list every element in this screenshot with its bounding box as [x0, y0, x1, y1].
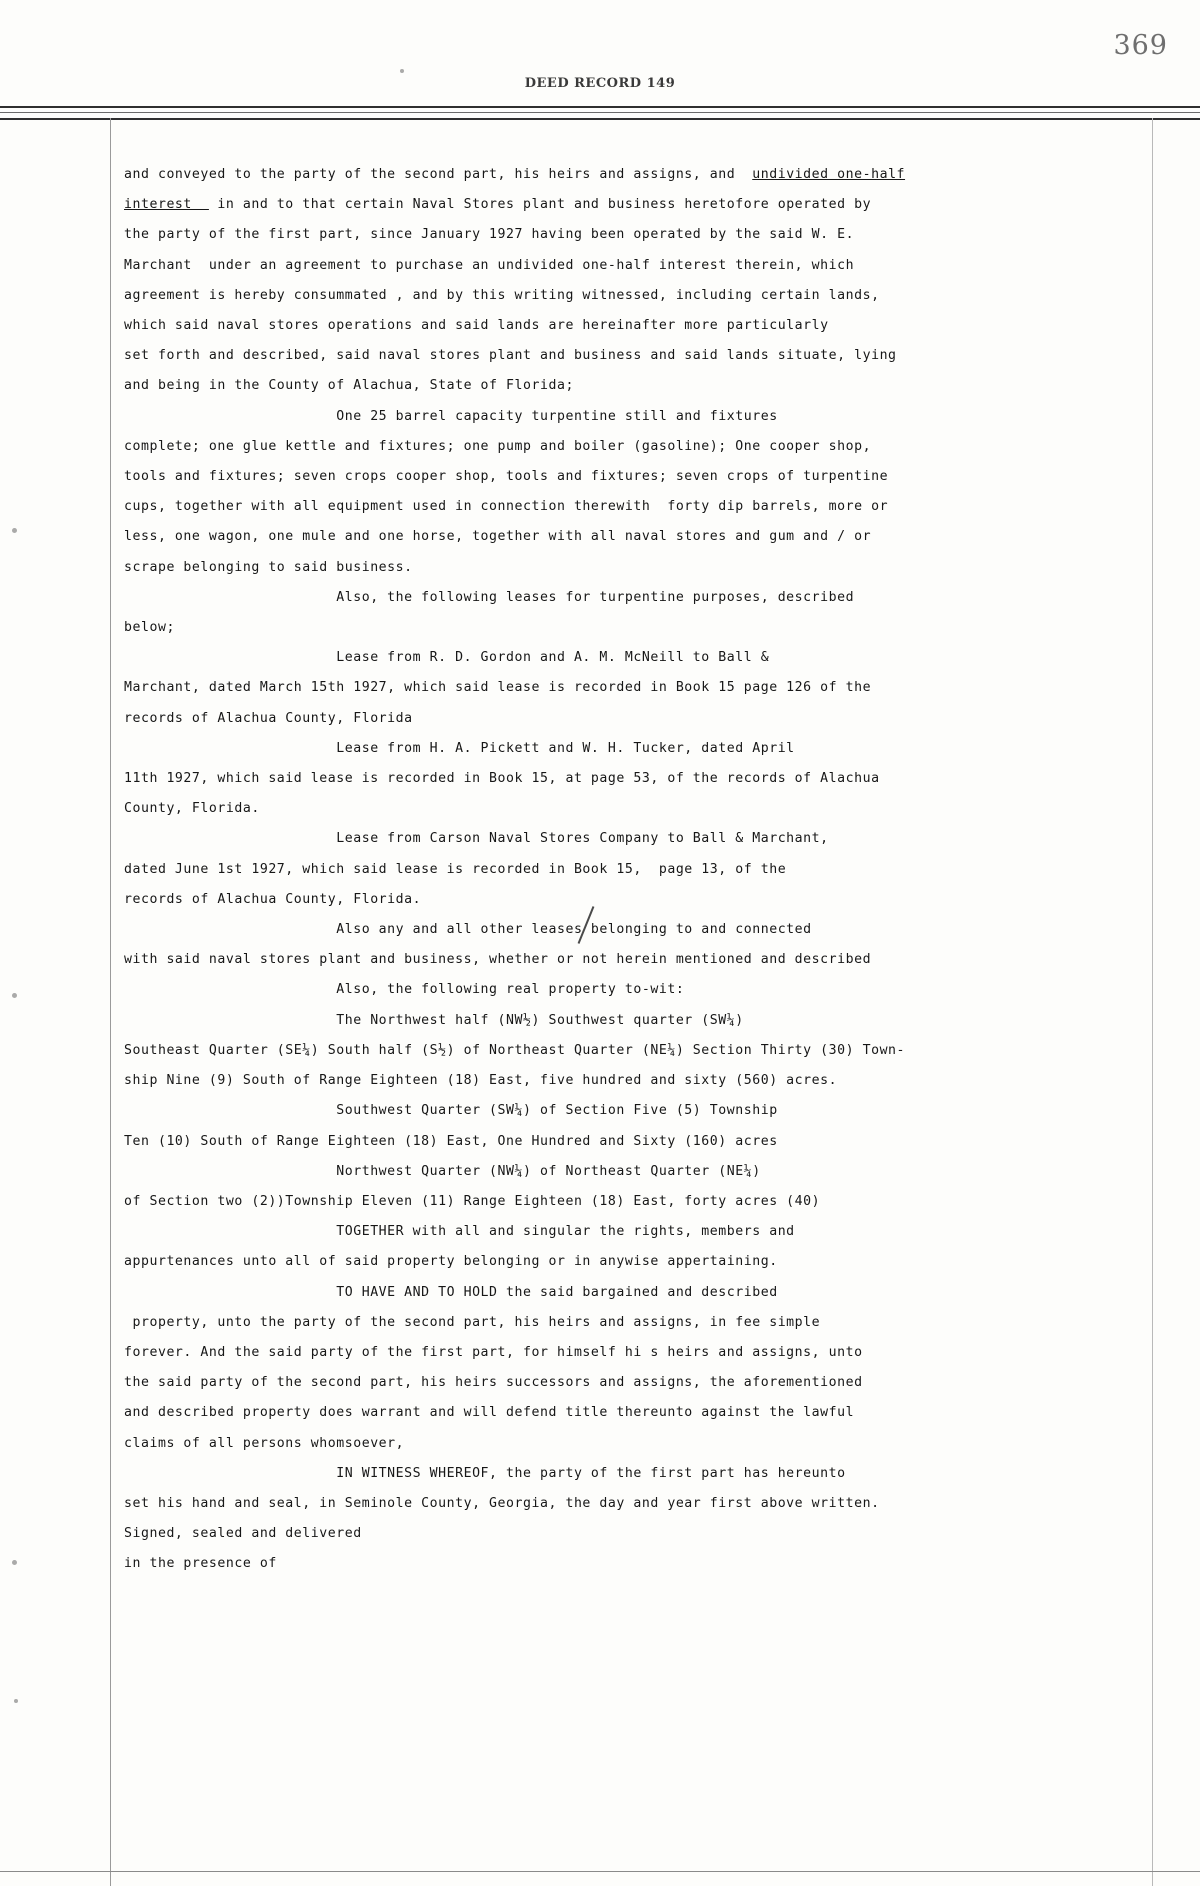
header-rule-top	[0, 106, 1200, 108]
text-line: forever. And the said party of the first part, for himself hi s heirs and assigns, unto	[124, 1344, 863, 1360]
text-line: dated June 1st 1927, which said lease is recorded in Book 15, page 13, of the	[124, 861, 787, 877]
underlined-phrase: undivided one-half	[752, 167, 906, 182]
text-line: interest in and to that certain Naval Stores plant and business heretofore operated by	[124, 197, 872, 213]
text-line: which said naval stores operations and said lands are hereinafter more particularly	[124, 318, 829, 334]
text-line: Signed, sealed and delivered	[124, 1526, 362, 1542]
header-rule-bottom	[0, 118, 1200, 120]
text-line: the said party of the second part, his heirs successors and assigns, the aforementioned	[124, 1375, 863, 1391]
text-line: Lease from Carson Naval Stores Company to Ball & Marchant,	[124, 831, 829, 847]
margin-speck	[12, 528, 17, 533]
text-line: Southwest Quarter (SW¼) of Section Five (5) Township	[124, 1103, 778, 1119]
text-line: property, unto the party of the second part, his heirs and assigns, in fee simple	[124, 1314, 821, 1330]
page-number: 369	[1113, 30, 1168, 61]
text-line: Also any and all other leases belonging to and connected	[124, 922, 812, 938]
left-margin-rule	[110, 118, 111, 1886]
text-line: Also, the following real property to-wit:	[124, 982, 685, 998]
text-line: Also, the following leases for turpentine purposes, described	[124, 589, 855, 605]
margin-speck	[12, 1560, 17, 1565]
text-line: Northwest Quarter (NW¼) of Northeast Quarter (NE¼)	[124, 1163, 761, 1179]
text-line: Southeast Quarter (SE¼) South half (S½) of Northeast Quarter (NE¼) Section Thirty (30) Town-	[124, 1042, 906, 1058]
underlined-phrase: interest	[124, 197, 209, 213]
text-line: of Section two (2))Township Eleven (11) Range Eighteen (18) East, forty acres (40)	[124, 1193, 821, 1209]
text-line: IN WITNESS WHEREOF, the party of the first part has hereunto	[124, 1465, 846, 1481]
text-line: The Northwest half (NW½) Southwest quarter (SW¼)	[124, 1012, 744, 1028]
text-line: Lease from H. A. Pickett and W. H. Tucker, dated April	[124, 740, 795, 756]
text-line: TOGETHER with all and singular the rights, members and	[124, 1224, 795, 1240]
right-margin-rule	[1152, 118, 1153, 1886]
text-line: the party of the first part, since January 1927 having been operated by the said W. E.	[124, 227, 855, 243]
text-line: cups, together with all equipment used in connection therewith forty dip barrels, more or	[124, 499, 889, 515]
text-line: One 25 barrel capacity turpentine still and fixtures	[124, 408, 778, 424]
text-line: and being in the County of Alachua, State of Florida;	[124, 378, 574, 394]
text-line: records of Alachua County, Florida.	[124, 891, 422, 907]
text-line: claims of all persons whomsoever,	[124, 1435, 405, 1451]
text-line: Marchant, dated March 15th 1927, which said lease is recorded in Book 15 page 126 of the	[124, 680, 872, 696]
margin-speck	[12, 993, 17, 998]
running-head: DEED RECORD 149	[524, 76, 676, 91]
text-line: in the presence of	[124, 1556, 277, 1572]
text-line: Marchant under an agreement to purchase an undivided one-half interest therein, which	[124, 257, 855, 273]
text-line: with said naval stores plant and business, whether or not herein mentioned and described	[124, 952, 872, 968]
text-line: TO HAVE AND TO HOLD the said bargained and described	[124, 1284, 778, 1300]
margin-speck	[400, 69, 404, 73]
text-line: tools and fixtures; seven crops cooper shop, tools and fixtures; seven crops of turpentine	[124, 469, 889, 485]
text-line: records of Alachua County, Florida	[124, 710, 413, 726]
margin-speck	[14, 1699, 18, 1703]
text-line: less, one wagon, one mule and one horse, together with all naval stores and gum and / or	[124, 529, 872, 545]
text-line: Ten (10) South of Range Eighteen (18) East, One Hundred and Sixty (160) acres	[124, 1133, 778, 1149]
text-line: agreement is hereby consummated , and by this writing witnessed, including certain lands,	[124, 287, 880, 303]
text-line: appurtenances unto all of said property belonging or in anywise appertaining.	[124, 1254, 778, 1270]
text-line: complete; one glue kettle and fixtures; one pump and boiler (gasoline); One cooper shop,	[124, 438, 872, 454]
text-line: scrape belonging to said business.	[124, 559, 413, 575]
deed-body-text	[124, 160, 944, 1580]
text-line: ship Nine (9) South of Range Eighteen (18) East, five hundred and sixty (560) acres.	[124, 1073, 838, 1089]
text-line: County, Florida.	[124, 801, 260, 817]
text-line: set forth and described, said naval stores plant and business and said lands situate, lying	[124, 348, 897, 364]
text-line: and conveyed to the party of the second part, his heirs and assigns, and undivided one-half	[124, 167, 906, 182]
footer-rule	[0, 1871, 1200, 1872]
text-line: and described property does warrant and will defend title thereunto against the lawful	[124, 1405, 855, 1421]
text-line: set his hand and seal, in Seminole County, Georgia, the day and year first above written.	[124, 1495, 880, 1511]
text-line: below;	[124, 620, 175, 636]
text-line: Lease from R. D. Gordon and A. M. McNeill to Ball &	[124, 650, 770, 666]
header-rule-middle	[0, 112, 1200, 113]
text-line: 11th 1927, which said lease is recorded in Book 15, at page 53, of the records of Alachua	[124, 771, 880, 787]
